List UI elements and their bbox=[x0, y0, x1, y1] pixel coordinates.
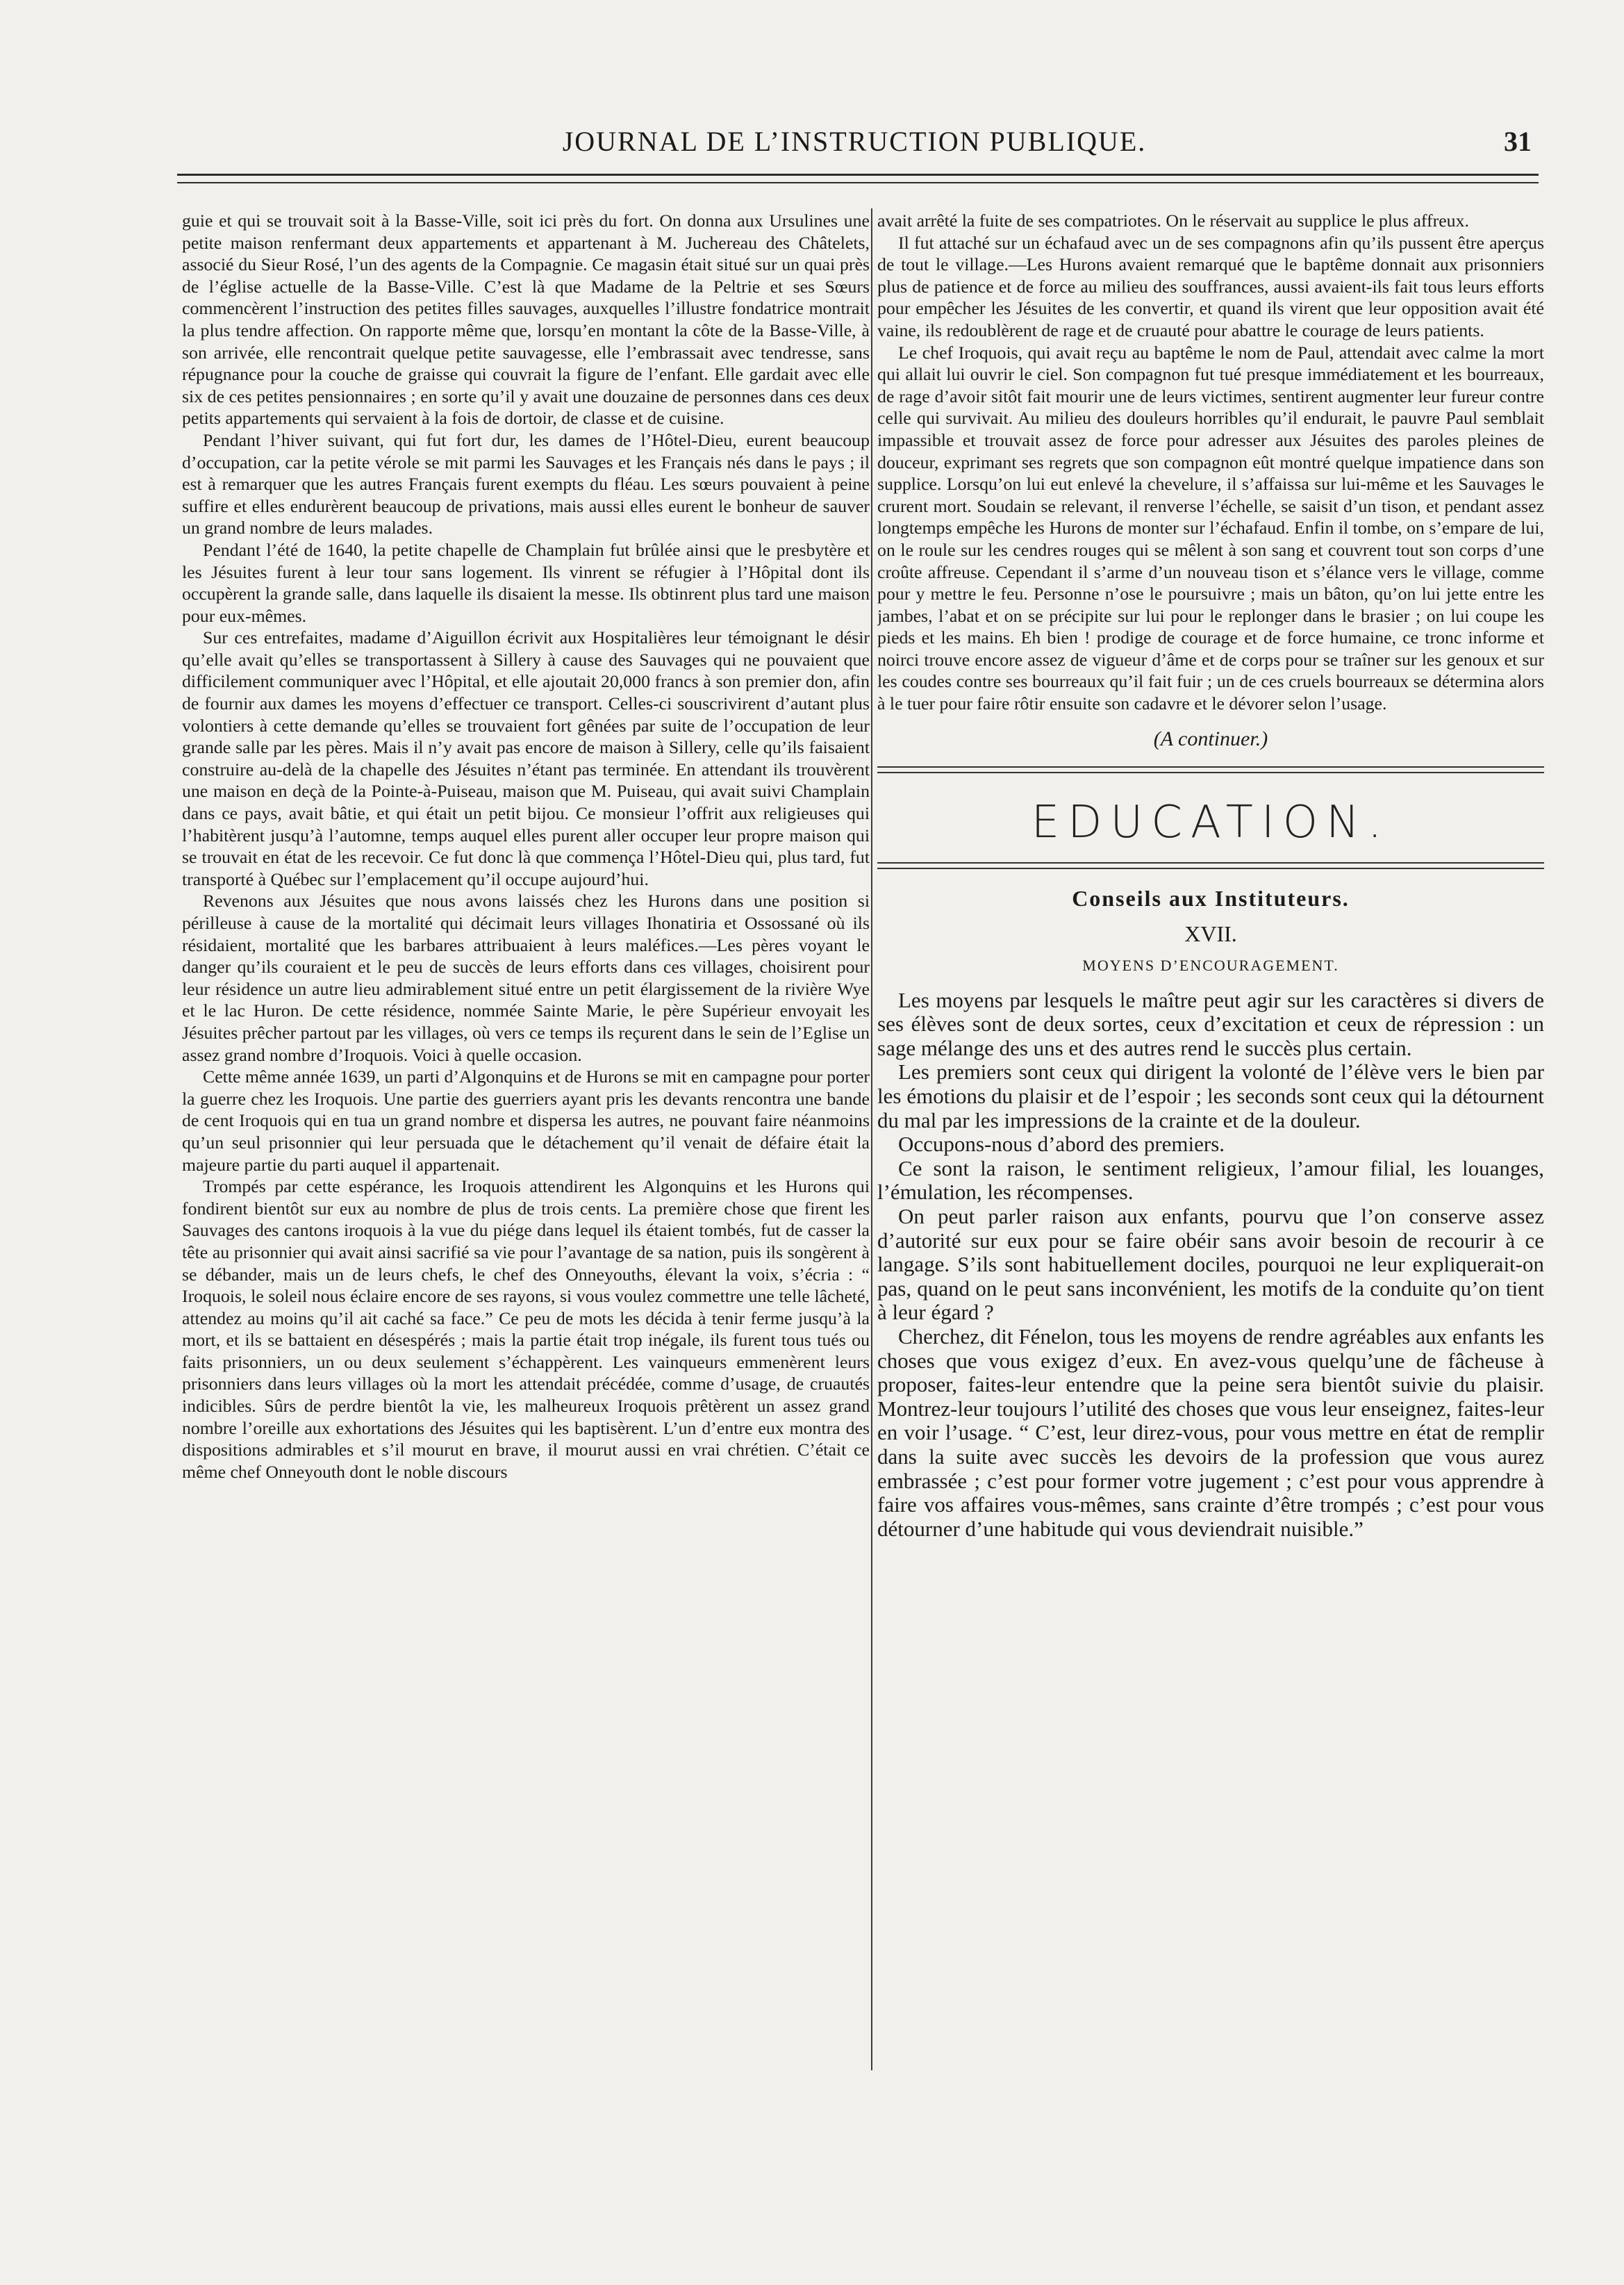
left-paragraph-1: guie et qui se trouvait soit à la Basse-Ville, soit ici près du fort. On donna aux Ursulines une petite maison renfermant deux appartements et appartenant à M. Juchereau des Châtelets, associé du Sieur Rosé, l’un des agents de la Compagnie. Ce magasin était situé sur un quai près de l’église actuelle de la Basse-Ville. C’est là que Madame de la Peltrie et ses Sœurs commencèrent l’instruction des petites filles sauvages, auxquelles l’illustre fondatrice montrait la plus tendre affection. On rapporte même que, lorsqu’en montant la côte de la Basse-Ville, à son arrivée, elle rencontrait quelque petite sauvagesse, elle l’embrassait avec tendresse, sans répugnance pour la couche de graisse qui couvrait la figure de l’enfant. Elle gardait avec elle six de ces petites pensionnaires ; en sorte qu’il y avait une douzaine de personnes dans ces deux petits appartements qui servaient à la fois de dortoir, de classe et de cuisine. bbox=[182, 211, 870, 429]
running-title: JOURNAL DE L’INSTRUCTION PUBLIQUE. bbox=[562, 126, 1147, 157]
subheading: MOYENS D’ENCOURAGEMENT. bbox=[1082, 956, 1339, 974]
page-header bbox=[177, 125, 1532, 167]
column-divider bbox=[871, 208, 872, 2070]
left-column bbox=[182, 210, 870, 2086]
right-paragraph-2: Il fut attaché sur un échafaud avec un de ses compagnons afin qu’ils pussent être aperçus de tout le village.—Les Hurons avaient remarqué que le baptême donnait aux prisonniers plus de patience et de force au milieu des souffrances, aussi avaient-ils fait tous leurs efforts pour empêcher les Jésuites de les convertir, et quand ils virent que leur opposition avait été vaine, ils redoublèrent de rage et de cruauté pour abattre le courage de leurs patients. bbox=[877, 232, 1544, 340]
education-paragraph-4: Ce sont la raison, le sentiment religieux, l’amour filial, les louanges, l’émulation, les récompenses. bbox=[877, 1155, 1544, 1205]
education-paragraph-6: Cherchez, dit Fénelon, tous les moyens de rendre agréables aux enfants les choses que vous exigez d’eux. En avez-vous quelqu’une de fâcheuse à proposer, faites-leur entendre que la peine sera bientôt suivie du plaisir. Montrez-leur toujours l’utilité des choses que vous leur enseignez, faites-leur en voir l’usage. “ C’est, leur direz-vous, pour vous mettre en état de remplir dans la suite avec succès les devoirs de la profession que vous aurez embrassée ; c’est pour former votre jugement ; c’est pour vous apprendre à faire vos affaires vous-mêmes, sans crainte d’être trompés ; c’est pour vous détourner d’une habitude qui vous deviendrait nuisible.” bbox=[877, 1323, 1544, 1541]
left-paragraph-4: Sur ces entrefaites, madame d’Aiguillon écrivit aux Hospitalières leur témoignant le désir qu’elle avait qu’elles se transportassent à Sillery à cause des Sauvages qui ne pouvaient que difficilement communiquer avec l’Hôpital, et elle ajoutait 20,000 francs à son premier don, afin de fournir aux dames les moyens d’effectuer ce transport. Celles-ci souscrivirent d’autant plus volontiers à cette demande qu’elles se trouvaient fort gênées par suite de l’occupation de leur grande salle par les pères. Mais il n’y avait pas encore de maison à Sillery, celle qu’ils faisaient construire au-delà de la chapelle des Jésuites n’étant pas terminée. En attendant ils trouvèrent une maison en deçà de la Pointe-à-Puiseau, maison que M. Puiseau, qui avait suivi Champlain dans ce pays, avait bâtie, et qui était un petit bijou. Ce monsieur l’offrit aux religieuses qui l’habitèrent jusqu’à l’automne, temps auquel elles purent aller occuper leur propre maison qui se trouvait en état de les recevoir. Ce fut donc là que commença l’Hôtel-Dieu qui, plus tard, fut transporté à Québec sur l’emplacement qu’il occupe aujourd’hui. bbox=[182, 627, 870, 889]
right-paragraph-3: Le chef Iroquois, qui avait reçu au baptême le nom de Paul, attendait avec calme la mort qui allait lui ouvrir le ciel. Son compagnon fut tué presque immédiatement et les bourreaux, de rage d’avoir sitôt fait mourir une de leurs victimes, sentirent augmenter leur fureur contre celle qui survivait. Au milieu des douleurs horribles qu’il endurait, le pauvre Paul semblait impassible et trouvait assez de force pour adresser aux Jésuites des paroles pleines de douceur, exprimant ses regrets que son compagnon eût montré quelque impatience dans son supplice. Lorsqu’on lui eut enlevé la chevelure, il s’affaissa sur lui-même et les Sauvages le crurent mort. Soudain se relevant, il renverse l’échelle, se saisit d’un tison, et pendant assez longtemps empêche les Hurons de monter sur l’échafaud. Enfin il tombe, on s’empare de lui, on le roule sur les cendres rouges qui se mêlent à son sang et couvrent tout son corps d’une croûte affreuse. Cependant il s’arme d’un nouveau tison et s’élance vers le village, comme pour y mettre le feu. Personne n’ose le poursuivre ; mais un bâton, qu’on lui jette entre les jambes, l’abat et on se précipite sur lui pour le replonger dans le brasier ; on lui coupe les pieds et les mains. Eh bien ! prodige de courage et de force humaine, ce tronc informe et noirci trouve encore assez de vigueur d’âme et de corps pour se traîner sur les genoux et sur les coudes contre ses bourreaux qu’il fait fuir ; un de ces cruels bourreaux se détermina alors à le tuer pour faire rôtir ensuite son cadavre et le dévorer selon l’usage. bbox=[877, 342, 1544, 714]
left-paragraph-3: Pendant l’été de 1640, la petite chapelle de Champlain fut brûlée ainsi que le presbytère et les Jésuites furent à leur tour sans logement. Ils vinrent se réfugier à l’Hôpital dont ils occupèrent la grande salle, dans laquelle ils disaient la messe. Ils obtinrent plus tard une maison pour eux-mêmes. bbox=[182, 539, 870, 626]
education-paragraph-1: Les moyens par lesquels le maître peut agir sur les caractères si divers de ses élèves sont de deux sortes, ceux d’excitation et ceux de répression : un sage mélange des uns et des autres rend le succès plus certain. bbox=[877, 987, 1544, 1060]
education-paragraph-5: On peut parler raison aux enfants, pourvu que l’on conserve assez d’autorité sur eux pour se faire obéir sans avoir besoin de recourir à ce langage. S’ils sont habituellement dociles, pourquoi ne leur expliquerait-on pas, quand on le peut sans inconvénient, les motifs de la conduite qu’on tient à leur égard ? bbox=[877, 1204, 1544, 1325]
right-column bbox=[877, 210, 1544, 2086]
left-paragraph-5: Revenons aux Jésuites que nous avons laissés chez les Hurons dans une position si périlleuse à cause de la mortalité qui décimait leurs villages Ihonatiria et Ossossané où ils résidaient, mortalité que les barbares attribuaient à leurs maléfices.—Les pères voyant le danger qu’ils couraient et le peu de succès de leurs efforts dans ces villages, choisirent pour leur résidence un autre lieu admirablement situé entre un petit élargissement de la rivière Wye et le lac Huron. De cette résidence, nommée Sainte Marie, le père Supérieur envoyait les Jésuites prêcher partout par les villages, où vers ce temps ils reçurent dans le sein de l’Eglise un assez grand nombre d’Iroquois. Voici à quelle occasion. bbox=[182, 891, 870, 1065]
section-title: EDUCATION. bbox=[1031, 796, 1391, 848]
education-paragraph-2: Les premiers sont ceux qui dirigent la volonté de l’élève vers le bien par les émotions du plaisir et de l’espoir ; les seconds sont ceux qui la détournent du mal par les impressions de la crainte et de la douleur. bbox=[877, 1059, 1544, 1132]
header-rule bbox=[177, 174, 1539, 183]
section-rule-top bbox=[877, 766, 1544, 773]
right-paragraph-1: avait arrêté la fuite de ses compatriotes. On le réservait au supplice le plus affreux. bbox=[877, 211, 1469, 231]
page-number: 31 bbox=[1504, 126, 1532, 157]
continuation-note: (A continuer.) bbox=[1153, 727, 1268, 750]
education-paragraph-3: Occupons-nous d’abord des premiers. bbox=[898, 1132, 1225, 1157]
left-paragraph-6: Cette même année 1639, un parti d’Algonquins et de Hurons se mit en campagne pour porter la guerre chez les Iroquois. Une partie des guerriers ayant pris les devants rencontra une bande de cent Iroquois qui en tua un grand nombre et dispersa les autres, ne pouvant faire néanmoins qu’un seul prisonnier qui leur persuada que le détachement qu’il venait de défaire était la majeure partie du parti auquel il appartenait. bbox=[182, 1066, 870, 1175]
left-paragraph-2: Pendant l’hiver suivant, qui fut fort dur, les dames de l’Hôtel-Dieu, eurent beaucoup d’occupation, car la petite vérole se mit parmi les Sauvages et les Français nés dans le pays ; il est à remarquer que les autres Français furent exempts du fléau. Les sœurs pouvaient à peine suffire et elles endurèrent beaucoup de privations, mais aussi elles eurent le bonheur de sauver un grand nombre de leurs malades. bbox=[182, 429, 870, 538]
section-rule-bottom bbox=[877, 862, 1544, 869]
article-title: Conseils aux Instituteurs. bbox=[1072, 885, 1350, 911]
part-number: XVII. bbox=[1184, 921, 1237, 946]
left-paragraph-7: Trompés par cette espérance, les Iroquois attendirent les Algonquins et les Hurons qui fondirent bientôt sur eux au nombre de plus de trois cents. La première chose que firent les Sauvages des cantons iroquois à la vue du piége dans lequel ils étaient tombés, fut de casser la tête au prisonnier qui avait ainsi sacrifié sa vie pour l’avantage de sa nation, puis ils songèrent à se débander, mais un de leurs chefs, le chef des Onneyouths, élevant la voix, s’écria : “ Iroquois, le soleil nous éclaire encore de ses rayons, si vous voulez commettre une telle lâcheté, attendez au moins qu’il ait caché sa face.” Ce peu de mots les décida à tenir ferme jusqu’à la mort, et ils se battaient en désespérés ; mais la partie était trop inégale, ils furent tous tués ou faits prisonniers, un ou deux seulement s’échappèrent. Les vainqueurs emmenèrent leurs prisonniers dans leurs villages où la mort les attendait précédée, comme d’usage, de cruautés indicibles. Sûrs de perdre bientôt la vie, les malheureux Iroquois prêtèrent un assez grand nombre l’oreille aux exhortations des Jésuites qui les baptisèrent. L’un d’entre eux montra des dispositions admirables et s’il mourut en brave, il mourut aussi en vrai chrétien. C’était ce même chef Onneyouth dont le noble discours bbox=[182, 1176, 870, 1482]
